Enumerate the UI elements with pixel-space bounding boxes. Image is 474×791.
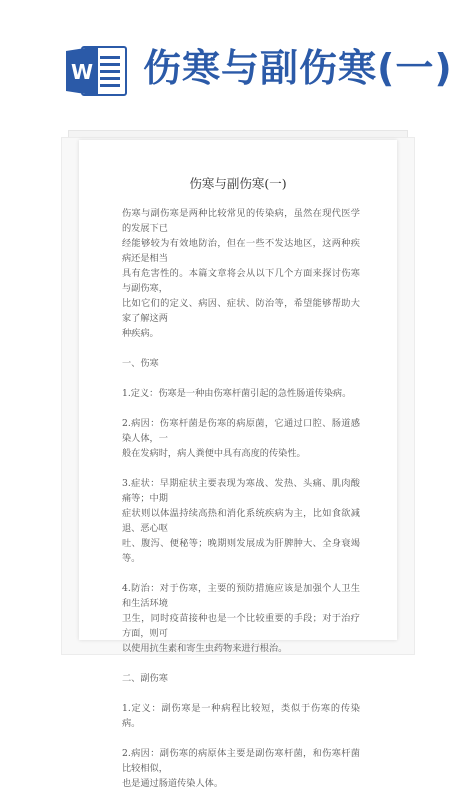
paragraph-line: 2.病因：伤寒杆菌是伤寒的病原菌，它通过口腔、肠道感染人体，一 <box>122 418 360 444</box>
intro-line: 伤寒与副伤寒是两种比较常见的传染病，虽然在现代医学的发展下已 <box>122 208 360 234</box>
section-heading: 二、副伤寒 <box>122 673 168 684</box>
paragraph-line: 3.症状：早期症状主要表现为寒战、发热、头痛、肌肉酸痛等；中期 <box>122 478 360 504</box>
paragraph-line: 吐、腹泻、便秘等；晚期则发展成为肝脾肿大、全身衰竭等。 <box>122 538 360 564</box>
intro-line: 种疾病。 <box>122 328 159 339</box>
paragraph-line: 1.定义：副伤寒是一种病程比较短，类似于伤寒的传染病。 <box>122 703 360 729</box>
header-banner <box>0 0 474 120</box>
intro-line: 比如它们的定义、病因、症状、防治等，希望能够帮助大家了解这两 <box>122 298 360 324</box>
paragraph-line: 也是通过肠道传染人体。 <box>122 778 224 789</box>
paragraph-line: 2.病因：副伤寒的病原体主要是副伤寒杆菌，和伤寒杆菌比较相似， <box>122 748 360 774</box>
intro-line: 经能够较为有效地防治，但在一些不发达地区，这两种疾病还是相当 <box>122 238 360 264</box>
section-heading: 一、伤寒 <box>122 358 159 369</box>
paragraph-line: 以使用抗生素和寄生虫药物来进行根治。 <box>122 643 288 654</box>
banner-title: 伤寒与副伤寒(一) <box>143 46 453 90</box>
paragraph-line: 般在发病时，病人粪便中具有高度的传染性。 <box>122 448 306 459</box>
document-page <box>79 140 397 789</box>
intro-line: 具有危害性的。本篇文章将会从以下几个方面来探讨伤寒与副伤寒， <box>122 268 360 294</box>
word-document-icon <box>66 46 128 96</box>
document-body <box>122 206 360 791</box>
paragraph-line: 4.防治：对于伤寒，主要的预防措施应该是加强个人卫生和生活环境 <box>122 583 360 609</box>
paragraph-line: 1.定义：伤寒是一种由伤寒杆菌引起的急性肠道传染病。 <box>122 388 352 399</box>
document-title: 伤寒与副伤寒(一) <box>189 176 287 191</box>
svg-text:W: W <box>70 60 94 84</box>
paragraph-line: 卫生，同时疫苗接种也是一个比较重要的手段；对于治疗方面，则可 <box>122 613 360 639</box>
paragraph-line: 症状则以体温持续高热和消化系统疾病为主，比如食欲减退、恶心呕 <box>122 508 360 534</box>
